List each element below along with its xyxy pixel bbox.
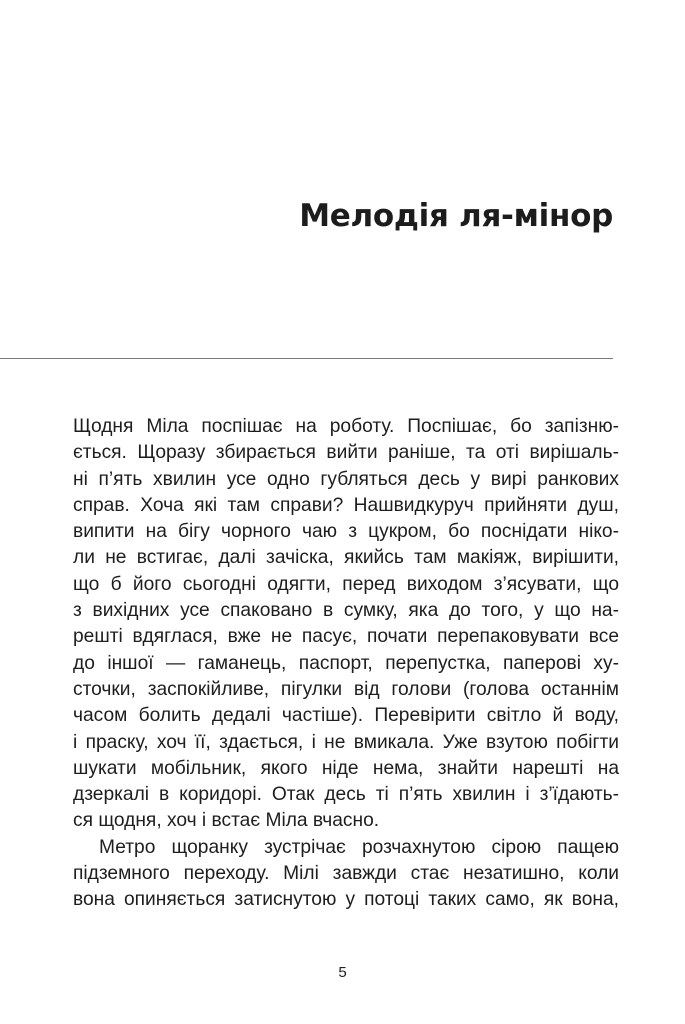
paragraph-1 xyxy=(73,414,619,835)
paragraph-2 xyxy=(73,835,619,914)
text-line: справ. Хоча які там справи? Нашвидкуруч прийняти душ, xyxy=(73,494,619,516)
text-line: ся щодня, хоч і встає Міла вчасно. xyxy=(73,810,380,832)
text-line: ється. Щоразу збирається вийти раніше, та оті вирішаль- xyxy=(73,442,619,464)
text-line: Щодня Міла поспішає на роботу. Поспішає, бо запізню- xyxy=(73,416,619,437)
text-line: часом болить дедалі частіше). Перевірити світло й воду, xyxy=(73,705,619,727)
text-line: з вихідних усе спаковано в сумку, яка до того, у що на- xyxy=(73,600,619,622)
text-line: до іншої — гаманець, паспорт, перепустка, паперові ху- xyxy=(73,652,619,674)
text-line: ні п’ять хвилин усе одно губляться десь у вирі ранкових xyxy=(73,468,619,490)
text-line: випити на бігу чорного чаю з цукром, бо поснідати ніко- xyxy=(73,521,619,543)
body-text xyxy=(73,414,619,914)
text-line: сточки, заспокійливе, пігулки від голови (голова останнім xyxy=(73,678,619,700)
text-line: дзеркалі в коридорі. Отак десь ті п’ять хвилин і з’їдають- xyxy=(73,784,619,806)
text-line: підземного переходу. Мілі завжди стає незатишно, коли xyxy=(73,863,619,885)
chapter-title: Мелодія ля-мінор xyxy=(299,198,613,234)
text-line: що б його сьогодні одягти, перед виходом з’ясувати, що xyxy=(73,573,619,595)
text-line: і праску, хоч її, здається, і не вмикала. Уже взутою побігти xyxy=(73,731,619,753)
text-line: вона опиняється затиснутою у потоці таких само, як вона, xyxy=(73,889,619,911)
text-line: шукати мобільник, якого ніде нема, знайти нарешті на xyxy=(73,757,619,779)
page-number: 5 xyxy=(338,964,347,981)
title-divider xyxy=(0,358,613,359)
text-line: решті вдяглася, вже не пасує, почати перепаковувати все xyxy=(73,626,619,648)
text-line: Метро щоранку зустрічає розчахнутою сірою пащею xyxy=(99,836,619,858)
text-line: ли не встигає, далі зачіска, якийсь там макіяж, вирішити, xyxy=(73,547,619,569)
